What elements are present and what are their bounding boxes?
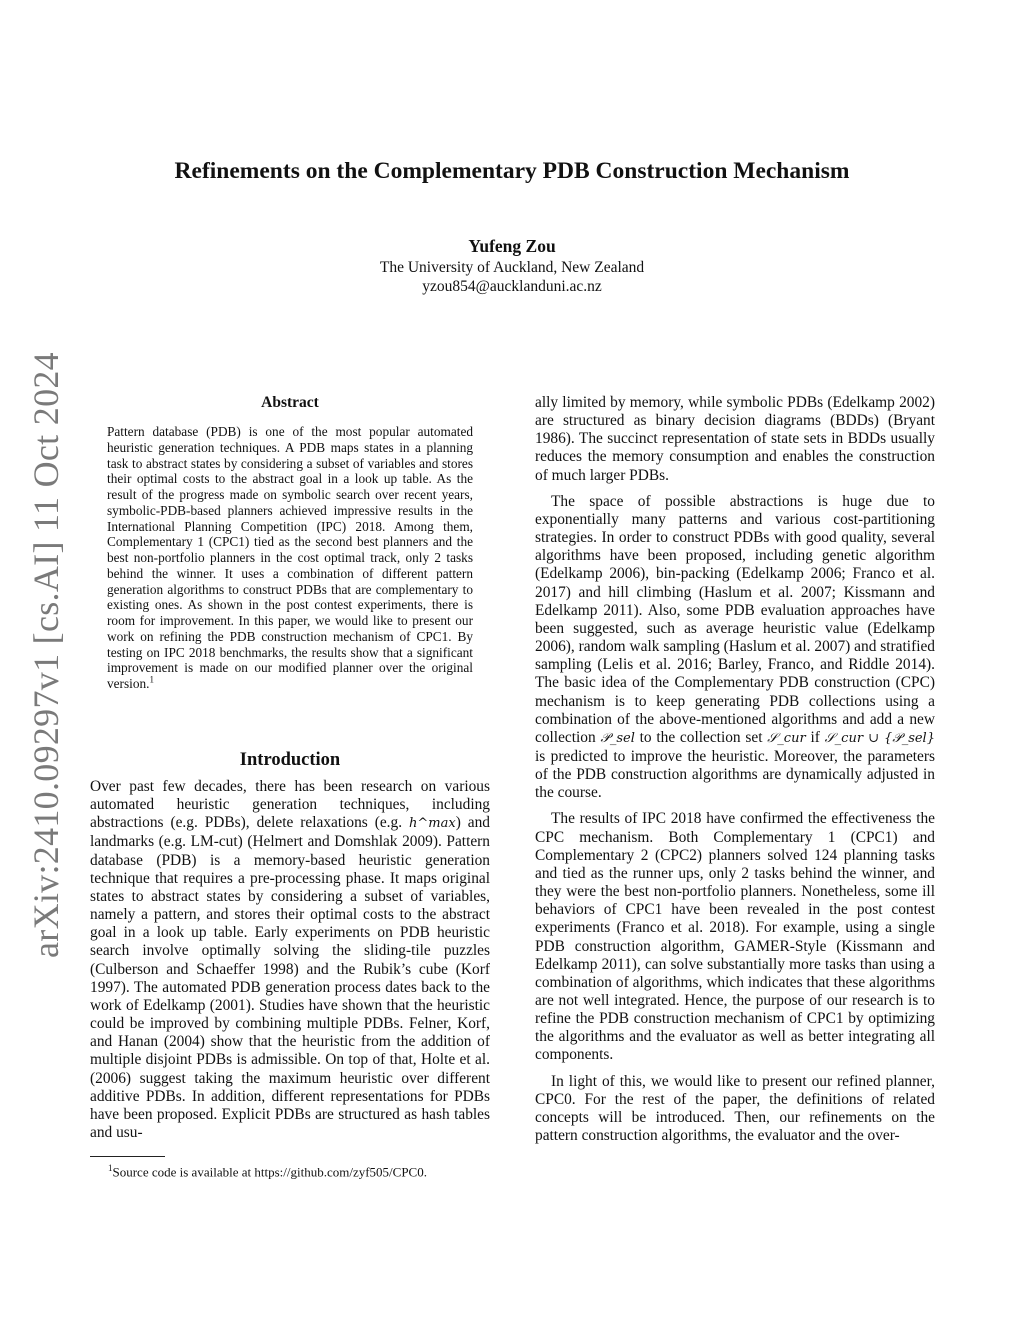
abstract-heading: Abstract — [261, 394, 319, 411]
math-s-cur: 𝒮_cur — [767, 730, 806, 746]
footnote-divider — [90, 1156, 165, 1157]
author-email: yzou854@aucklanduni.ac.nz — [422, 278, 602, 295]
introduction-heading: Introduction — [239, 750, 341, 770]
abstract-body: Pattern database (PDB) is one of the most popular automated heuristic generation techniques. A PDB maps states in a planning task to abstract states by considering a subset of variables and stores their optimal costs to the abstract goal in a look up table. As the result of the progress made on symbolic search over recent years, symbolic-PDB-based planners achieved impressive results in the International Planning Competition (IPC) 2018. Among them, Complementary 1 (CPC1) tied as the second best planners and the best non-portfolio planners in the cost optimal track, only 2 tasks behind the winner. It uses a combination of different pattern generation algorithms to construct PDBs that are complementary to existing ones. As shown in the post contest experiments, there is room for improvement. In this paper, we would like to present our work on refining the PDB construction mechanism of CPC1. By testing on IPC 2018 benchmarks, the results show that a significant improvement is made on our modified planner over the original version. — [107, 424, 473, 691]
arxiv-identifier: arXiv:2410.09297v1 [cs.AI] 11 Oct 2024 — [26, 352, 66, 958]
right-paragraph-1: ally limited by memory, while symbolic PDBs (Edelkamp 2002) are structured as binary decision diagrams (BDDs) (Bryant 1986). The succinct representation of state sets in BDDs usually reduces the memory consumption and enables the construction of much larger PDBs. — [535, 394, 935, 484]
right-p2-text-a: The space of possible abstractions is huge due to exponentially many patterns and various cost-partitioning strategies. In order to construct PDBs with good quality, several algorithms have been proposed, including genetic algorithm (Edelkamp 2006), bin-packing (Edelkamp 2006; Franco et al. 2017) and hill climbing (Haslum et al. 2007; Kissmann and Edelkamp 2011). Also, some PDB evaluation approaches have been suggested, such as average heuristic value (Edelkamp 2006), random walk sampling (Haslum et al. 2007) and stratified sampling (Lelis et al. 2016; Barley, Franco, and Riddle 2014). The basic idea of the Complementary PDB construction (CPC) mechanism is to keep generating PDB collections using a combination of the above-mentioned algorithms and add a new collection — [535, 492, 935, 746]
right-column — [535, 394, 935, 1153]
footnote — [108, 1160, 488, 1180]
footnote-mark: 1 — [108, 1163, 113, 1173]
right-paragraph-3: The results of IPC 2018 have confirmed the effectiveness the CPC mechanism. Both Complementary 1 (CPC1) and Complementary 2 (CPC2) planners solved 124 planning tasks and tied as the runner ups, only 2 tasks behind the winner, and they were the best non-portfolio planners. Nonetheless, some ill behaviors of CPC1 have been revealed in the post contest experiments (Franco et al. 2018). For example, using a single PDB construction algorithm, GAMER-Style (Kissmann and Edelkamp 2011), can solve substantially more tasks than using a combination of algorithms, which indicates that these algorithms are not well integrated. Hence, the purpose of our research is to refine the PDB construction mechanism of CPC1 by optimizing the algorithms and the evaluator as well as better integrating all components. — [535, 810, 935, 1064]
author-affiliation: The University of Auckland, New Zealand — [379, 259, 645, 276]
right-paragraph-2 — [535, 493, 935, 803]
author-name: Yufeng Zou — [468, 236, 556, 256]
intro-text-part-2: ) and landmarks (e.g. LM-cut) (Helmert and Domshlak 2009). Pattern database (PDB) is a memory-based heuristic generation technique that requires a pre-processing phase. It maps original states to abstract states by considering a subset of variables, namely a pattern, and stores their optimal costs to the abstract goal in a look up table. Early experiments on PDB heuristic search involve optimally solving the sliding-tile puzzles (Culberson and Schaeffer 1998) and the Rubik’s cube (Korf 1997). The automated PDB generation process dates back to the work of Edelkamp (2001). Studies have shown that the heuristic could be improved by combining multiple PDBs. Felner, Korf, and Hanan (2004) show that the heuristic from the addition of multiple disjoint PDBs is admissible. On top of that, Holte et al. (2006) suggest taking the maximum heuristic over different additive PDBs. In addition, different representations for PDBs have been proposed. Explicit PDBs are structured as hash tables and usu- — [90, 814, 490, 1141]
abstract-footnote-mark: 1 — [149, 674, 154, 685]
abstract-text — [107, 424, 473, 692]
math-s-cur-union: 𝒮_cur ∪ {𝒫_sel} — [824, 730, 935, 746]
right-paragraph-4: In light of this, we would like to present our refined planner, CPC0. For the rest of the paper, the definitions of related concepts will be introduced. Then, our refinements on the pattern construction algorithms, the evaluator and the over- — [535, 1072, 935, 1145]
math-p-sel: 𝒫_sel — [600, 730, 635, 746]
intro-math-hmax: h^max — [409, 816, 456, 832]
right-p2-text-t2: if — [805, 728, 825, 746]
introduction-paragraph — [90, 778, 490, 1142]
right-p2-text-b: is predicted to improve the heuristic. Moreover, the parameters of the PDB construction algorithms are dynamically adjusted in the course. — [535, 747, 935, 802]
paper-title: Refinements on the Complementary PDB Construction Mechanism — [174, 158, 850, 184]
intro-text-part-1: Over past few decades, there has been research on various automated heuristic generation techniques, including abstractions (e.g. PDBs), delete relaxations (e.g. — [90, 778, 490, 832]
footnote-text: Source code is available at https://github.com/zyf505/CPC0. — [112, 1164, 427, 1180]
right-p2-text-t1: to the collection set — [634, 728, 768, 746]
